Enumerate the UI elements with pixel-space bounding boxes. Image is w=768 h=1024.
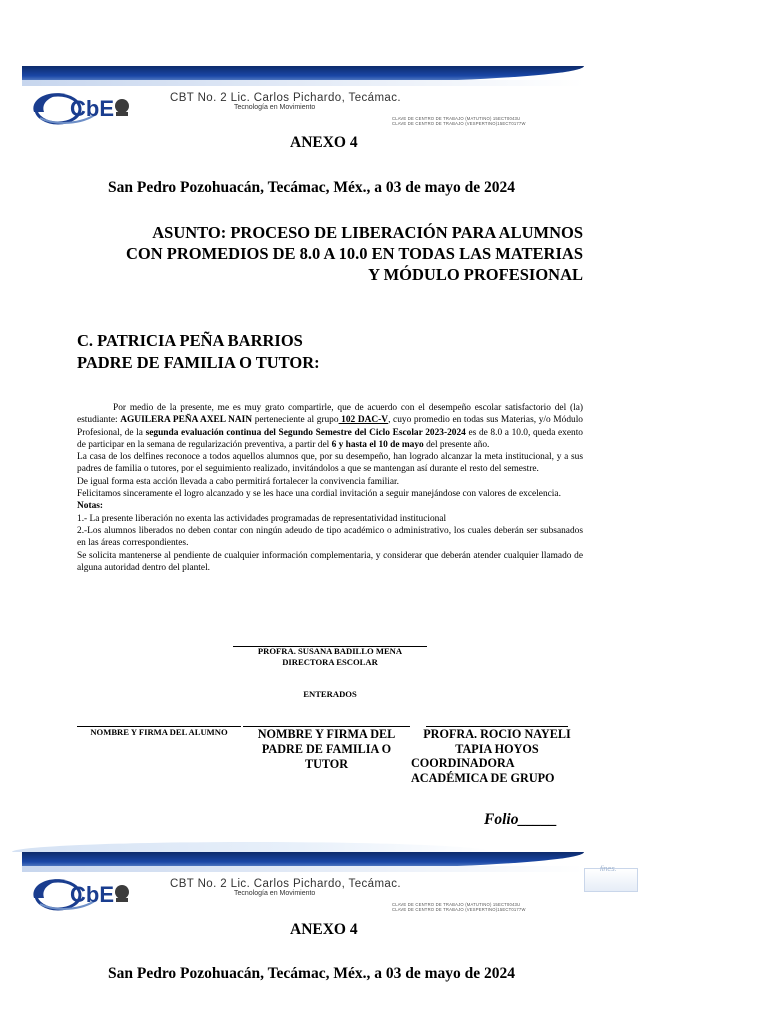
evaluation-period: segunda evaluación continua del Segundo Semestre del Ciclo Escolar 2023-2024 (145, 427, 466, 438)
header-banner-page-2 (22, 852, 617, 918)
folio-field: Folio_____ (484, 811, 558, 828)
recipient-role: PADRE DE FAMILIA O TUTOR: (77, 353, 320, 372)
subject-line-1: ASUNTO: PROCESO DE LIBERACIÓN PARA ALUMNOS (152, 223, 583, 242)
clave-matutino: CLAVE DE CENTRO DE TRABAJO (MATUTINO) 15ECT0043U (392, 902, 521, 907)
paragraph-main (77, 402, 583, 451)
annex-title-page-2: ANEXO 4 (290, 921, 358, 938)
header-banner (22, 66, 584, 132)
coordinator-name (410, 727, 584, 757)
student-signature-label: NOMBRE Y FIRMA DEL ALUMNO (90, 727, 228, 737)
notes-title: Notas: (77, 501, 104, 512)
enterados-label: ENTERADOS (303, 689, 357, 699)
cbt-logo-icon (26, 868, 136, 914)
svg-text:CbE: CbE (70, 96, 114, 121)
regularization-dates: 6 y hasta el 10 de mayo (331, 439, 424, 450)
parent-sig-line-2: PADRE DE FAMILIA O (261, 742, 392, 756)
clave-vespertino: CLAVE DE CENTRO DE TRABAJO (VESPERTINO)15ECT0177W (392, 121, 526, 126)
subject-line-3: Y MÓDULO PROFESIONAL (368, 265, 583, 284)
annex-title: ANEXO 4 (290, 134, 358, 151)
coordinator-title-line-1: COORDINADORA (411, 756, 515, 770)
subject-line-2: CON PROMEDIOS DE 8.0 A 10.0 EN TODAS LAS MATERIAS (125, 244, 583, 263)
school-motto: Tecnología en Movimiento (234, 890, 316, 897)
clave-vespertino: CLAVE DE CENTRO DE TRABAJO (VESPERTINO)15ECT0177W (392, 907, 526, 912)
paragraph-attention: Se solicita mantenerse al pendiente de cualquier información complementaria, y considerar que deberán atender cualquier llamado de alguna autoridad dentro del plantel. (77, 550, 583, 573)
coordinator-title (411, 756, 555, 786)
parent-signature-label (243, 727, 410, 772)
paragraph-recognition: La casa de los delfines reconoce a todos aquellos alumnos que, por su desempeño, han logrado alcanzar la meta institucional, y a sus padres de familia o tutores, por el seguimiento realizado, invitándolos a que se mantengan así durante el resto del semestre. (77, 452, 583, 475)
fines-text: fines. (600, 866, 617, 873)
parent-sig-line-3: TUTOR (304, 757, 349, 771)
school-name: CBT No. 2 Lic. Carlos Pichardo, Tecámac. (170, 878, 401, 890)
clave-matutino: CLAVE DE CENTRO DE TRABAJO (MATUTINO) 15ECT0043U (392, 116, 521, 121)
svg-text:CbE: CbE (70, 882, 114, 907)
director-name: PROFRA. SUSANA BADILLO MENA (257, 646, 403, 656)
group-code: 102 DAC-V (338, 415, 389, 426)
note-2: 2.-Los alumnos liberados no deben contar con ningún adeudo de tipo académico o administrativo, los cuales deberán ser subsanados en las áreas correspondientes. (77, 525, 583, 549)
school-motto: Tecnología en Movimiento (234, 104, 316, 111)
recipient-block (77, 330, 320, 374)
director-title: DIRECTORA ESCOLAR (282, 657, 378, 667)
banner-swoosh (12, 842, 492, 852)
body-text-e: del presente año. (423, 439, 490, 450)
coordinator-name-line-2: TAPIA HOYOS (455, 742, 539, 756)
student-name: AGUILERA PEÑA AXEL NAIN (120, 415, 253, 426)
coordinator-name-line-1: PROFRA. ROCIO NAYELI (423, 727, 571, 741)
letter-body (77, 402, 583, 574)
body-text-b: perteneciente al grupo (252, 415, 339, 426)
subject (63, 222, 583, 285)
coordinator-title-line-2: ACADÉMICA DE GRUPO (411, 771, 555, 785)
cbt-logo-icon (26, 82, 136, 128)
body-text-a: Por medio de la presente, me es muy grato compartirle, que de acuerdo con el desempeño escolar satisfactorio del (la) estudiante: (77, 403, 583, 426)
note-1: 1.- La presente liberación no exenta las actividades programadas de representatividad institucional (77, 513, 447, 524)
paragraph-congratulations: Felicitamos sinceramente el logro alcanzado y se les hace una cordial invitación a seguir manejándose con valores de excelencia. (77, 489, 561, 500)
body-text-d: es de 8.0 a 10.0, queda exento de participar en la semana de regularización preventiva, a partir del (77, 427, 583, 450)
paragraph-coexistence: De igual forma esta acción llevada a cabo permitirá fortalecer la convivencia familiar. (77, 476, 399, 487)
body-text-c: , cuyo promedio en todas sus Materias, y/o Módulo Profesional, de la (77, 415, 583, 438)
recipient-name: C. PATRICIA PEÑA BARRIOS (77, 331, 303, 350)
place-date: San Pedro Pozohuacán, Tecámac, Méx., a 03 de mayo de 2024 (108, 179, 516, 196)
place-date-page-2: San Pedro Pozohuacán, Tecámac, Méx., a 03 de mayo de 2024 (108, 965, 516, 982)
parent-sig-line-1: NOMBRE Y FIRMA DEL (257, 727, 396, 741)
school-name: CBT No. 2 Lic. Carlos Pichardo, Tecámac. (170, 92, 401, 104)
